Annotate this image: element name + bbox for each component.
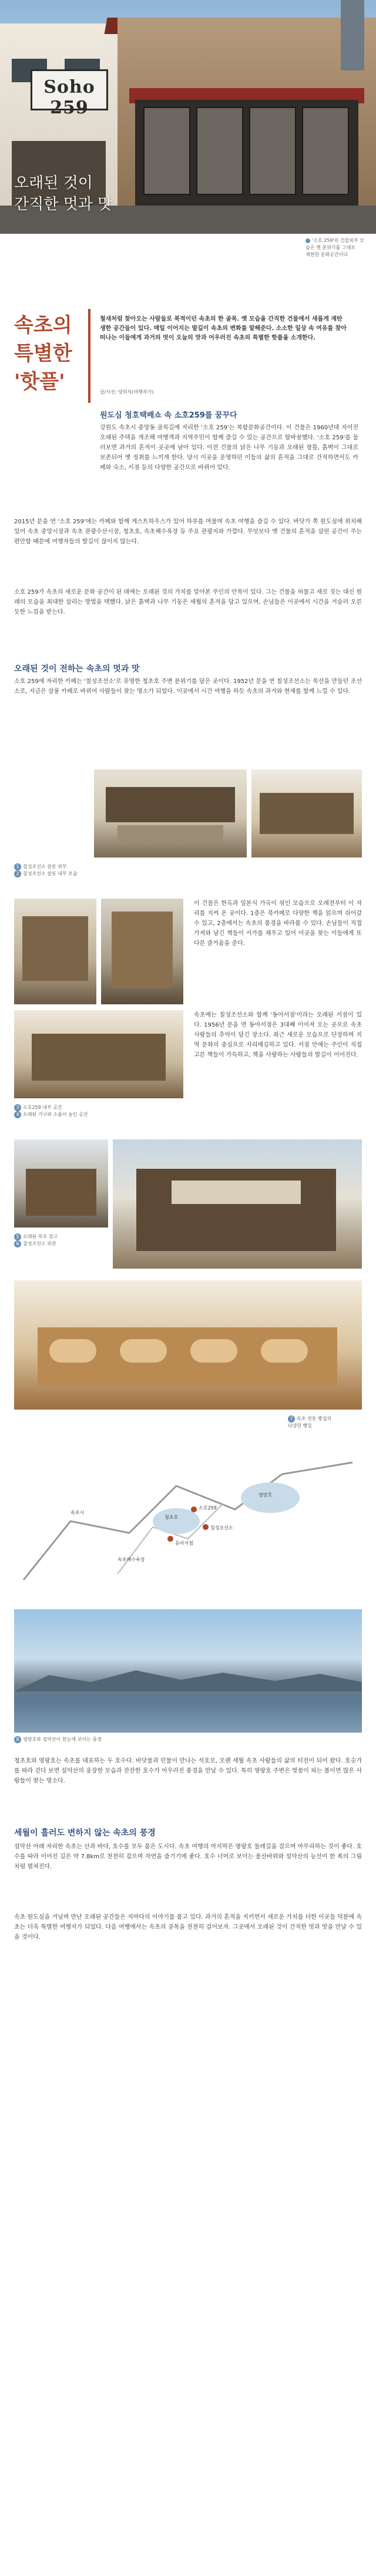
lake-caption <box>14 1736 362 1743</box>
hero-title-line1: 오래된 것이 <box>14 174 93 192</box>
caption-num-7: 7 <box>288 1415 295 1422</box>
route-map <box>0 1439 376 1593</box>
caption-num-3: 3 <box>14 1104 21 1111</box>
hero-caption-line3: 재현한 문화공간이다 <box>306 252 348 257</box>
photo-row3-caption-item1: 오래된 목조 창고 <box>23 1234 58 1239</box>
caption-num-8: 8 <box>14 1736 21 1743</box>
sub-title: 원도심 청호택배쇼 속 소호259를 꿈꾸다 <box>100 411 237 420</box>
body-paragraph-8: 설악산 아래 자리한 속초는 산과 바다, 호수를 모두 품은 도시다. 속초 여행의 마지막은 영랑호 둘레길을 걸으며 마무리하는 것이 좋다. 호수를 따라 이어진 길은 약 7.8km로 천천히 걸으며 자연을 즐기기에 좋다. 호수 너머로 보이는 울산바위와 설악산의 능선이 한 폭의 그림처럼 펼쳐진다. <box>14 1844 362 1870</box>
photo-lake-mountain <box>14 1609 362 1733</box>
photo-cafe-space <box>14 1010 183 1098</box>
section-2-title: 세월이 흘러도 변하지 않는 속초의 풍경 <box>14 1828 156 1838</box>
hero-title-line2: 간직한 멋과 맛 <box>14 196 113 213</box>
photo-row4-caption-item1: 속초 전통 빵집의 <box>297 1416 332 1421</box>
hero-caption-line2: 습은 옛 분위기를 그대로 <box>306 245 355 250</box>
hero-caption <box>306 237 371 258</box>
body-paragraph-6: 속초에는 칠성조선소와 함께 '동아서점'이라는 오래된 서점이 있다. 1956년 문을 연 동아서점은 3대째 이어져 오는 곳으로 속초 사람들의 추억이 담긴 장소다. 최근 새로운 모습으로 단장하며 지역 문화의 중심으로 자리매김하고 있다. 서점 안에는 주인이 직접 고른 책들이 가득하고, 책을 사랑하는 사람들의 발길이 이어진다. <box>194 1012 362 1058</box>
map-label-cheongcho: 청초호 <box>164 1515 179 1520</box>
caption-num-6: 6 <box>14 1240 21 1247</box>
photo-row3-caption-item2: 칠성조선소 외관 <box>23 1241 56 1246</box>
photo-shipyard-exterior <box>113 1139 362 1269</box>
photo-row2-caption-item2: 오래된 가구와 소품이 놓인 공간 <box>23 1112 88 1117</box>
hero-photo <box>0 0 376 234</box>
photo-row2-caption <box>14 1104 184 1118</box>
intro-rule <box>88 309 90 403</box>
body-paragraph-3: 소호 259가 속초의 새로운 문화 공간이 된 데에는 오래된 것의 가치를 알아본 주인의 안목이 있다. 그는 건물을 허물고 새로 짓는 대신 원래의 모습을 최대한 살리는 방법을 택했다. 낡은 흙벽과 나무 기둥은 세월의 흔적을 담고 있으며, 손님들은 이곳에서 시간을 거슬러 오른 듯한 느낌을 받는다. <box>14 589 362 616</box>
map-label-soho: 소호259 <box>199 1505 217 1511</box>
hero-shopfront <box>135 100 358 206</box>
map-label-bookstore: 동아서점 <box>175 1541 193 1546</box>
photo-salon-interior <box>251 769 362 857</box>
photo-row2-caption-item1: 소호259 내부 공간 <box>23 1105 62 1110</box>
intro-text: 철새처럼 찾아오는 사람들로 북적이던 속초의 한 골목. 옛 모습을 간직한 건물에서 새롭게 재탄생한 공간들이 있다. 매일 이어지는 발길이 속초의 변화를 말해준다. 소소한 일상 속 여유를 찾아 떠나는 이들에게 과거의 멋이 오늘의 맛과 어우러진 속초의 특별한 핫플을 소개한다. <box>100 316 347 341</box>
hero-tower <box>341 0 364 70</box>
photo-wooden-warehouse <box>14 1139 108 1228</box>
map-label-shipyard: 칠성조선소 <box>210 1525 233 1531</box>
hero-caption-line1: '소호 259'의 건물외부 모 <box>312 238 365 243</box>
intro-title-line3: '핫플' <box>14 370 65 394</box>
map-label-beach: 속초해수욕장 <box>118 1557 145 1562</box>
body-paragraph-4: 소호 259에 자리한 카페는 '칠성조선소'로 유명한 청초호 주변 분위기를 담은 곳이다. 1952년 문을 연 칠성조선소는 목선을 만들던 조선소로, 지금은 살롱 카페로 바뀌어 사람들이 찾는 명소가 되었다. 이곳에서 시간 여행을 하듯 속초의 과거와 현재를 함께 느낄 수 있다. <box>14 678 362 695</box>
section-1-title: 오래된 것이 전하는 속초의 멋과 맛 <box>14 664 140 674</box>
caption-num-2: 2 <box>14 870 21 877</box>
hero-sign-text: Soho 259 <box>43 77 95 118</box>
photo-row1-caption-item1: 칠성조선소 살롱 외부 <box>23 864 67 869</box>
photo-row1-caption <box>14 863 90 877</box>
caption-num-1: 1 <box>14 863 21 870</box>
body-paragraph-1: 강원도 속초시 중앙동 골목길에 자리한 '소호 259'는 복합문화공간이다. 이 건물은 1960년대 지어진 오래된 주택을 개조해 여행객과 지역주민이 함께 즐길 수 있는 공간으로 탈바꿈했다. '소호 259'를 둘러보면 과거의 흔적이 곳곳에 남아 있다. 이전 건물의 낡은 나무 기둥과 오래된 창틀, 흙벽이 그대로 보존되어 옛 정취를 느끼게 한다. 당시 이곳을 운영하던 이들의 삶의 흔적을 그대로 간직하면서도 카페와 숙소, 서점 등의 다양한 공간으로 바뀌어 있다. <box>100 425 358 471</box>
photo-salon-exterior <box>94 769 247 857</box>
map-label-city: 속초시 <box>70 1510 85 1515</box>
photo-row4-caption <box>288 1415 362 1430</box>
intro-title <box>14 311 79 396</box>
caption-num-4: 4 <box>14 1111 21 1118</box>
intro-credit: 글/사진: 양희석(여행작가) <box>100 389 154 395</box>
body-paragraph-9: 속초 원도심을 거닐며 만난 오래된 공간들은 저마다의 이야기를 품고 있다. 과거의 흔적을 지키면서 새로운 가치를 더한 이곳들 덕분에 속초는 더욱 특별한 여행지가 되었다. 다음 여행에서는 속초의 골목을 천천히 걸어보자. 그곳에서 오래된 것이 간직한 멋과 맛을 만날 수 있을 것이다. <box>14 1914 362 1941</box>
photo-row4-caption-item2: 다양한 빵들 <box>288 1423 313 1428</box>
route-map-svg <box>0 1439 376 1593</box>
body-paragraph-7: 청초호와 영랑호는 속초를 대표하는 두 호수다. 바닷물과 민물이 만나는 석호로, 오랜 세월 속초 사람들의 삶의 터전이 되어 왔다. 호숫가를 따라 걷다 보면 설악산의 웅장한 모습과 잔잔한 호수가 어우러진 풍경을 만날 수 있다. 특히 영랑호 주변은 벚꽃이 피는 봄이면 많은 사람들이 찾는 명소다. <box>14 1758 362 1784</box>
body-paragraph-2: 2015년 문을 연 '소호 259'에는 카페와 함께 게스트하우스가 있어 하루를 머물며 속초 여행을 즐길 수 있다. 바닷가 쪽 원도심에 위치해 있어 속초 중앙시장과 속초 관광수산시장, 청초호, 속초해수욕장 등 주요 관광지와 가깝다. 무엇보다 옛 건물의 흔적을 살린 공간이 주는 편안함 때문에 여행자들의 발길이 끊이지 않는다. <box>14 519 362 545</box>
photo-row3-caption <box>14 1233 108 1247</box>
photo-interior-shelf <box>101 899 183 1004</box>
caption-num-5: 5 <box>14 1233 21 1240</box>
photo-row1-caption-item2: 칠성조선소 살롱 내부 모습 <box>23 871 78 876</box>
body-paragraph-5: 이 건물은 한옥과 일본식 가옥이 섞인 모습으로 오래전부터 이 자리를 지켜 온 곳이다. 1층은 북카페로 다양한 책을 읽으며 쉬어갈 수 있고, 2층에서는 속초의 풍경을 바라볼 수 있다. 손님들이 직접 가져와 남긴 책들이 서가를 채우고 있어 이곳을 찾는 이들에게 또 다른 즐거움을 준다. <box>194 900 362 947</box>
hero-sign <box>31 69 108 118</box>
intro-title-line2: 특별한 <box>14 342 72 365</box>
intro-title-line1: 속초의 <box>14 314 72 337</box>
photo-bakery <box>14 1280 362 1410</box>
caption-bullet-icon <box>306 238 310 243</box>
photo-book-shelf <box>14 899 96 1004</box>
lake-caption-text: 영랑호와 설악산이 한눈에 보이는 풍경 <box>23 1737 102 1742</box>
hero-title <box>14 173 112 215</box>
map-label-yeongrang: 영랑호 <box>258 1492 273 1498</box>
